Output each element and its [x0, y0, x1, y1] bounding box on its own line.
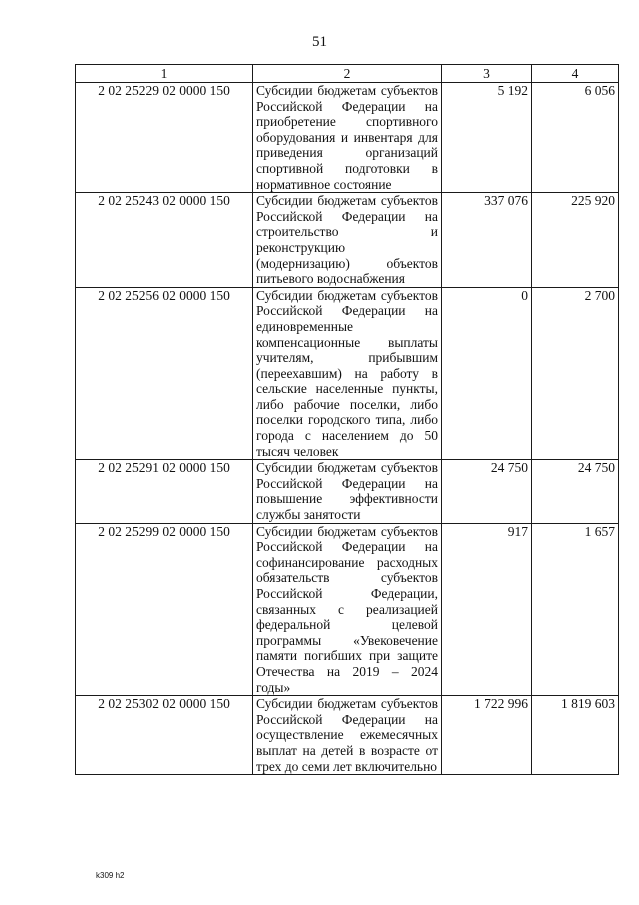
footer-document-code: k309 h2 — [96, 871, 125, 880]
value-col4-cell: 1 657 — [532, 523, 619, 696]
description-cell: Субсидии бюджетам субъектов Российской Федерации на единовременные компенсационные выплаты учителям, прибывшим (переехавшим) на работу в сельские населенные пункты, либо рабочие поселки, либо поселки городского типа, либо города с населением до 50 тысяч человек — [253, 287, 442, 460]
description-cell: Субсидии бюджетам субъектов Российской Федерации на осуществление ежемесячных выплат на детей в возрасте от трех до семи лет включительно — [253, 696, 442, 775]
value-col3-cell: 24 750 — [442, 460, 532, 523]
description-cell: Субсидии бюджетам субъектов Российской Федерации на софинансирование расходных обязательств субъектов Российской Федерации, связанных с реализацией федеральной целевой программы «Увековечение памяти погибших при защите Отечества на 2019 – 2024 годы» — [253, 523, 442, 696]
value-col4-cell: 1 819 603 — [532, 696, 619, 775]
value-col4-cell: 225 920 — [532, 193, 619, 288]
description-cell: Субсидии бюджетам субъектов Российской Федерации на приобретение спортивного оборудования и инвентаря для приведения организаций спортивной подготовки в нормативное состояние — [253, 83, 442, 193]
budget-code-cell: 2 02 25243 02 0000 150 — [76, 193, 253, 288]
budget-code-cell: 2 02 25256 02 0000 150 — [76, 287, 253, 460]
value-col4-cell: 6 056 — [532, 83, 619, 193]
table-row — [76, 696, 619, 775]
table-row — [76, 193, 619, 288]
column-header-2: 2 — [253, 65, 442, 83]
budget-code-cell: 2 02 25302 02 0000 150 — [76, 696, 253, 775]
table-header-row — [76, 65, 619, 83]
budget-code-cell: 2 02 25229 02 0000 150 — [76, 83, 253, 193]
value-col4-cell: 2 700 — [532, 287, 619, 460]
column-header-1: 1 — [76, 65, 253, 83]
budget-code-cell: 2 02 25299 02 0000 150 — [76, 523, 253, 696]
budget-table — [75, 64, 619, 775]
budget-code-cell: 2 02 25291 02 0000 150 — [76, 460, 253, 523]
table-row — [76, 523, 619, 696]
value-col3-cell: 917 — [442, 523, 532, 696]
page-number: 51 — [312, 34, 327, 50]
table-row — [76, 83, 619, 193]
description-cell: Субсидии бюджетам субъектов Российской Федерации на повышение эффективности службы занятости — [253, 460, 442, 523]
table-row — [76, 287, 619, 460]
value-col3-cell: 1 722 996 — [442, 696, 532, 775]
value-col4-cell: 24 750 — [532, 460, 619, 523]
description-cell: Субсидии бюджетам субъектов Российской Федерации на строительство и реконструкцию (модернизацию) объектов питьевого водоснабжения — [253, 193, 442, 288]
value-col3-cell: 337 076 — [442, 193, 532, 288]
column-header-4: 4 — [532, 65, 619, 83]
table-row — [76, 460, 619, 523]
value-col3-cell: 5 192 — [442, 83, 532, 193]
column-header-3: 3 — [442, 65, 532, 83]
value-col3-cell: 0 — [442, 287, 532, 460]
